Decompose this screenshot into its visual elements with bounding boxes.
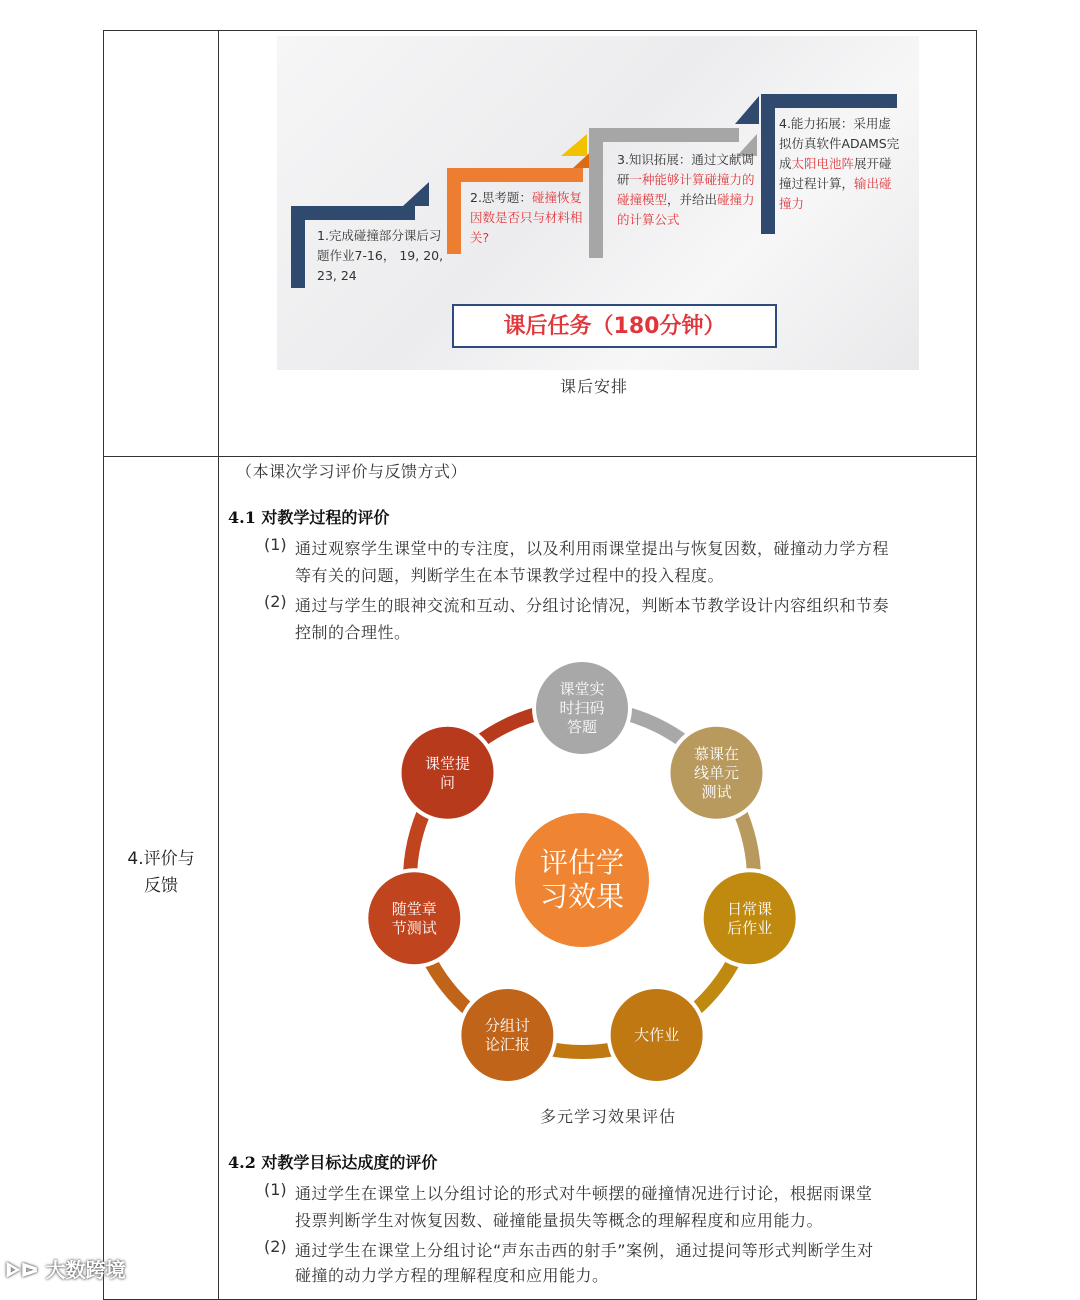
cycle-node-label: 日常课: [727, 899, 773, 918]
s2-item1-line1: 通过学生在课堂上以分组讨论的形式对牛顿摆的碰撞情况进行讨论，根据雨课堂: [295, 1184, 873, 1203]
graphic-caption: 课后安排: [560, 377, 629, 396]
cycle-node-label: 测试: [701, 782, 732, 801]
cycle-node-label: 分组讨: [484, 1016, 530, 1035]
step2-fragment: 碰撞恢复因数是否只与材料相关?: [470, 190, 583, 245]
step4-fragment: 4.能力拓展：采用虚拟仿真软件ADAMS完成: [779, 116, 900, 171]
cycle-node-label: 大作业: [634, 1025, 680, 1044]
step3-fragment: 3.知识拓展：通过文献调研: [617, 152, 754, 187]
cycle-node-label: 随堂章: [391, 899, 437, 918]
row-label-line2: 反馈: [144, 876, 178, 896]
step1-text: [317, 226, 447, 286]
s1-item2-line2: 控制的合理性。: [295, 623, 411, 642]
cycle-node-label: 答题: [566, 718, 598, 736]
s2-item1-number: (1): [264, 1180, 287, 1199]
s1-item2-number: (2): [264, 592, 287, 611]
watermark-text: 大数跨境: [45, 1258, 126, 1282]
cycle-node-label: 论汇报: [484, 1035, 530, 1054]
center-label: 评估学: [539, 846, 625, 879]
row-label: [118, 846, 204, 900]
evaluation-cycle-diagram: [360, 660, 810, 1090]
row-label-line1: 4.评价与: [127, 849, 195, 869]
after-class-task-graphic: [277, 36, 919, 370]
s2-item2-line1: 通过学生在课堂上分组讨论“声东击西的射手”案例，通过提问等形式判断学生对: [295, 1241, 874, 1260]
step4-fragment: 展开碰撞过程计算，: [779, 156, 892, 191]
s1-item1-line2: 等有关的问题，判断学生在本节课教学过程中的投入程度。: [295, 566, 725, 585]
cycle-node-label: 课堂实: [559, 680, 605, 698]
cycle-node-label: 慕课在: [693, 744, 739, 763]
step3-fragment: 碰撞力的计算公式: [617, 192, 755, 227]
watermark-logo: [6, 1254, 126, 1283]
s2-item2-line2: 碰撞的动力学方程的理解程度和应用能力。: [295, 1266, 609, 1285]
s1-item1-number: (1): [264, 535, 287, 554]
step3-fragment: 一种能够计算碰撞力的碰撞模型: [617, 172, 755, 207]
step2-fragment: 2.思考题：: [470, 190, 532, 205]
step4-fragment: 太阳电池阵: [791, 156, 855, 171]
watermark-icon: ᐈᐅ: [6, 1258, 46, 1282]
section2-title: 4.2 对教学目标达成度的评价: [228, 1153, 438, 1172]
center-label: 习效果: [539, 880, 625, 913]
s2-item2-number: (2): [264, 1237, 287, 1256]
s1-item2-line1: 通过与学生的眼神交流和互动、分组讨论情况，判断本节教学设计内容组织和节奏: [295, 596, 890, 615]
cycle-caption: 多元学习效果评估: [540, 1107, 677, 1126]
cycle-node-label: 后作业: [727, 918, 773, 937]
section1-title: 4.1 对教学过程的评价: [228, 508, 390, 527]
yellow-triangle: [559, 132, 589, 158]
step3-fragment: ，并给出: [667, 192, 718, 207]
cycle-node-label: 问: [440, 773, 456, 792]
row-divider: [103, 456, 977, 457]
cycle-node-label: 课堂提: [425, 754, 471, 773]
s1-item1-line1: 通过观察学生课堂中的专注度，以及利用雨课堂提出与恢复因数，碰撞动力学方程: [295, 539, 890, 558]
task-banner: 课后任务（180分钟）: [452, 304, 777, 348]
step2-text: [470, 188, 588, 248]
cycle-node-label: 节测试: [391, 918, 437, 937]
cycle-node-label: 线单元: [693, 763, 739, 782]
column-divider: [218, 30, 219, 1300]
step4-fragment: 输出碰撞力: [779, 176, 892, 211]
s2-item1-line2: 投票判断学生对恢复因数、碰撞能量损失等概念的理解程度和应用能力。: [295, 1211, 824, 1230]
step1-fragment: 1.完成碰撞部分课后习题作业7-16， 19, 20, 23, 24: [317, 228, 444, 283]
cycle-node-label: 时扫码: [559, 699, 605, 717]
step4-text: [779, 114, 901, 214]
intro-text: （本课次学习评价与反馈方式）: [236, 462, 468, 481]
